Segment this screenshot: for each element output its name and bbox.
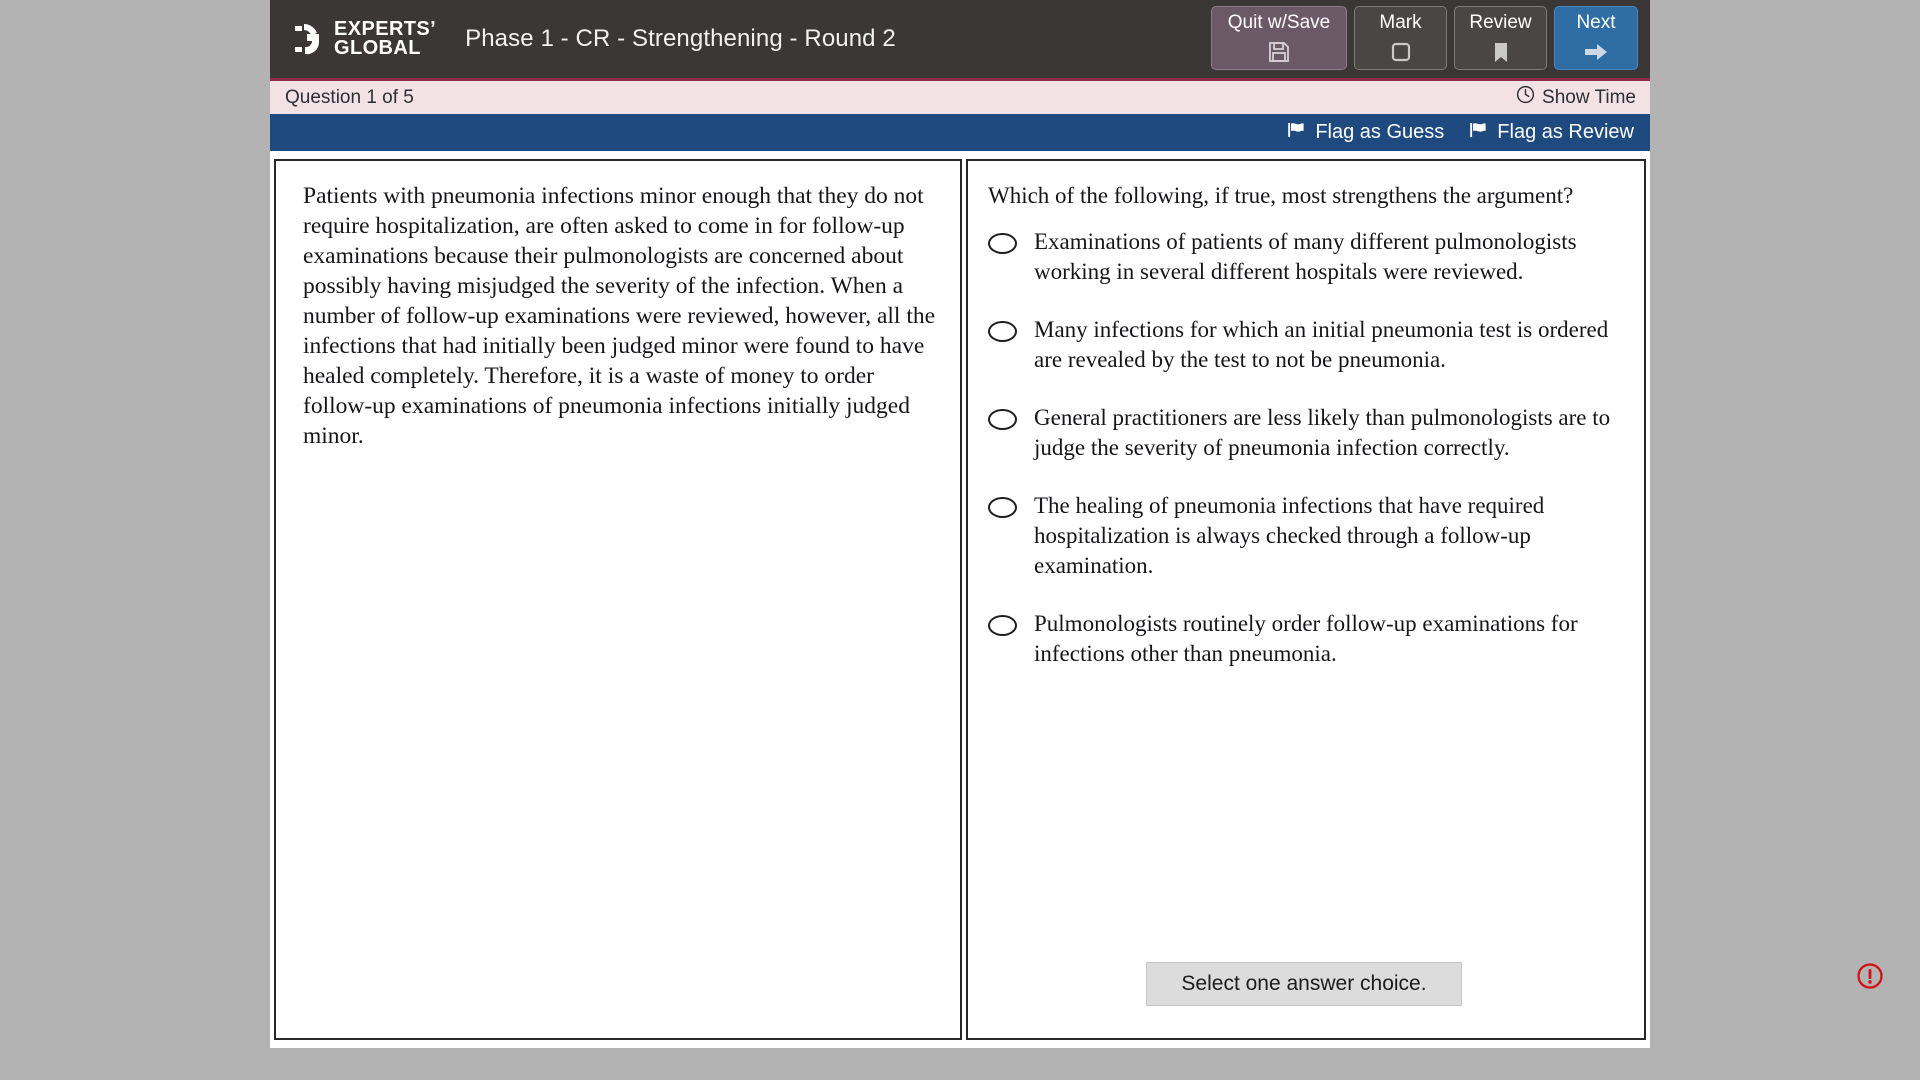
flag-icon bbox=[1286, 120, 1306, 146]
radio-button-icon[interactable] bbox=[988, 497, 1017, 518]
experts-global-logo-mark-icon bbox=[289, 21, 325, 57]
next-button[interactable] bbox=[1554, 6, 1638, 70]
content-area bbox=[270, 151, 1650, 1048]
page-title: Phase 1 - CR - Strengthening - Round 2 bbox=[465, 25, 896, 52]
flag-as-review-button[interactable] bbox=[1468, 120, 1634, 146]
flag-as-review-label: Flag as Review bbox=[1497, 121, 1634, 143]
radio-button-icon[interactable] bbox=[988, 409, 1017, 430]
quit-with-save-button[interactable] bbox=[1211, 6, 1347, 70]
exclamation-circle-icon[interactable] bbox=[1856, 962, 1884, 990]
answer-choice[interactable] bbox=[988, 315, 1620, 375]
header-button-group bbox=[1211, 6, 1638, 70]
show-time-label: Show Time bbox=[1542, 86, 1636, 108]
answer-choice-label: General practitioners are less likely than pulmonologists are to judge the severity of pneumonia infection correctly. bbox=[1034, 405, 1611, 460]
brand-line-1: EXPERTS’ bbox=[334, 17, 437, 40]
clock-icon bbox=[1516, 85, 1535, 110]
empty-square-icon bbox=[1389, 37, 1413, 67]
answer-choice-label: Pulmonologists routinely order follow-up examinations for infections other than pneumonia. bbox=[1034, 611, 1578, 666]
answer-choice-label: Many infections for which an initial pneumonia test is ordered are revealed by the test to not be pneumonia. bbox=[1034, 317, 1609, 372]
answer-choice[interactable] bbox=[988, 609, 1620, 669]
radio-button-icon[interactable] bbox=[988, 321, 1017, 342]
question-panel bbox=[966, 159, 1646, 1040]
show-time-button[interactable] bbox=[1516, 85, 1636, 110]
mark-button[interactable] bbox=[1354, 6, 1447, 70]
answer-choice-list bbox=[988, 227, 1620, 669]
flag-as-guess-button[interactable] bbox=[1286, 120, 1444, 146]
question-stem: Which of the following, if true, most strengthens the argument? bbox=[988, 183, 1574, 208]
question-counter-label: Question 1 of 5 bbox=[285, 86, 414, 108]
review-button[interactable] bbox=[1454, 6, 1547, 70]
flag-as-guess-label: Flag as Guess bbox=[1315, 121, 1445, 143]
exam-window bbox=[270, 0, 1650, 1048]
answer-choice[interactable] bbox=[988, 227, 1620, 287]
flag-icon bbox=[1468, 120, 1488, 146]
bookmark-icon bbox=[1489, 37, 1513, 67]
review-label: Review bbox=[1469, 12, 1532, 33]
app-header bbox=[270, 0, 1650, 78]
passage-text: Patients with pneumonia infections minor enough that they do not require hospitalization, are often asked to come in for follow-up examinations because their pulmonologists are concerned about possibly having misjudged the severity of the infection. When a number of follow-up examinations were reviewed, however, all the infections that had initially been judged minor were found to have healed completely. Therefore, it is a waste of money to order follow-up examinations of pneumonia infections initially judged minor. bbox=[303, 183, 936, 449]
answer-choice-label: Examinations of patients of many different pulmonologists working in several different hospitals were reviewed. bbox=[1034, 229, 1577, 284]
radio-button-icon[interactable] bbox=[988, 615, 1017, 636]
quit-with-save-label: Quit w/Save bbox=[1227, 12, 1331, 33]
next-label: Next bbox=[1576, 12, 1616, 33]
mark-label: Mark bbox=[1379, 12, 1422, 33]
question-counter-bar bbox=[270, 78, 1650, 114]
passage-panel bbox=[274, 159, 962, 1040]
question-panel-footer bbox=[988, 962, 1620, 1018]
answer-choice[interactable] bbox=[988, 403, 1620, 463]
brand-wordmark bbox=[334, 17, 437, 59]
answer-choice-label: The healing of pneumonia infections that have required hospitalization is always checked through a follow-up examination. bbox=[1034, 493, 1545, 578]
radio-button-icon[interactable] bbox=[988, 233, 1017, 254]
brand-line-2: GLOBAL bbox=[334, 37, 421, 59]
arrow-right-icon bbox=[1583, 37, 1609, 67]
flag-bar bbox=[270, 114, 1650, 151]
select-one-answer-hint: Select one answer choice. bbox=[1146, 962, 1461, 1006]
answer-choice[interactable] bbox=[988, 491, 1620, 581]
brand-logo bbox=[289, 17, 437, 59]
floppy-disk-icon bbox=[1267, 37, 1291, 67]
